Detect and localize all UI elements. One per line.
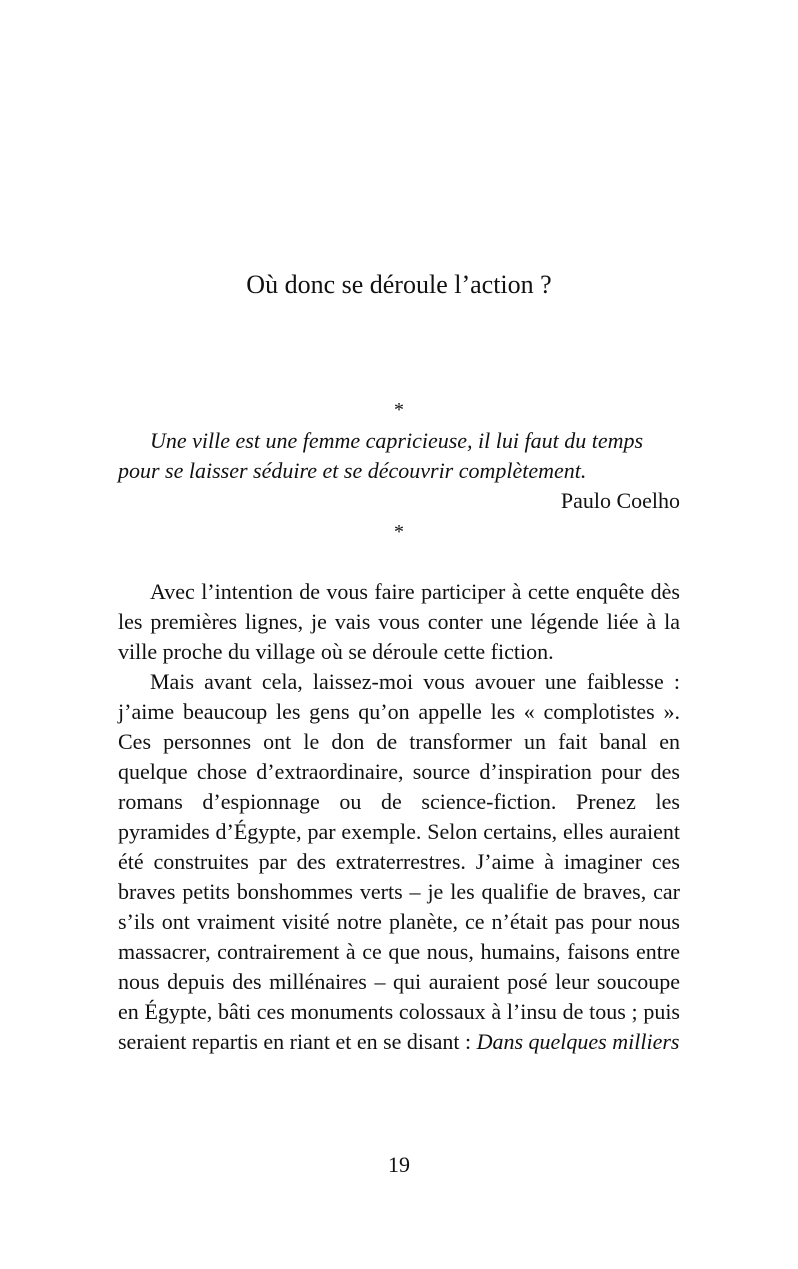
- paragraph-2-text: Mais avant cela, laissez-moi vous avouer une faiblesse : j’aime beaucoup les gens qu’on appelle les « complotistes ». Ces personnes ont le don de transformer un fait banal en quelque chose d’extraordinaire, source d’inspiration pour des romans d’espionnage ou de science-fiction. Prenez les pyramides d’Égypte, par exemple. Selon certains, elles auraient été construites par des extraterrestres. J’aime à imaginer ces braves petits bonshommes verts – je les qualifie de braves, car s’ils ont vraiment visité notre planète, ce n’était pas pour nous massacrer, contrairement à ce que nous, humains, faisons entre nous depuis des millénaires – qui auraient posé leur soucoupe en Égypte, bâti ces monuments colossaux à l’insu de tous ; puis seraient repartis en riant et en se disant :: [118, 669, 680, 1054]
- epigraph-author: Paulo Coelho: [560, 488, 680, 513]
- paragraph-1: Avec l’intention de vous faire participer à cette enquête dès les premières lignes, je vais vous conter une légende liée à la ville proche du village où se déroule cette fiction.: [118, 579, 680, 664]
- epigraph-line-1: Une ville est une femme capricieuse, il lui faut du temps: [150, 428, 644, 453]
- epigraph-quote: [118, 426, 680, 486]
- epigraph-line-2: pour se laisser séduire et se découvrir complètement.: [118, 458, 587, 483]
- chapter-title: Où donc se déroule l’action ?: [246, 270, 552, 299]
- epigraph-separator-top: *: [394, 399, 404, 421]
- paragraph-2-italic: Dans quelques milliers: [476, 1029, 680, 1054]
- body-text: [118, 577, 680, 1057]
- page-number: 19: [388, 1152, 410, 1177]
- paragraph-2: [118, 667, 680, 1057]
- epigraph-separator-bottom: *: [394, 521, 404, 543]
